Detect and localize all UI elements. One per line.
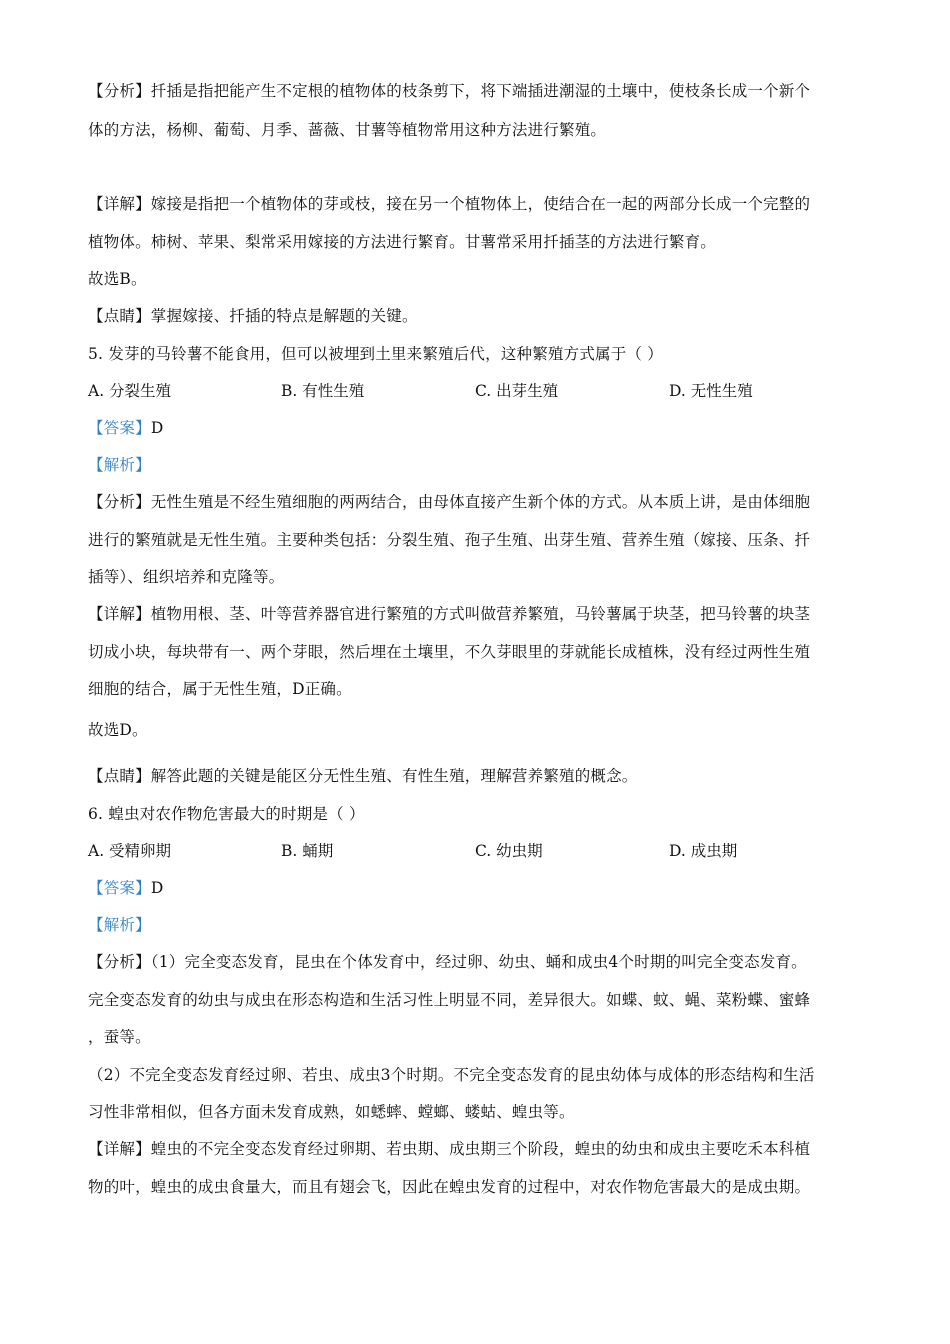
q5-answer-row <box>88 417 163 439</box>
answer-value: D <box>150 419 164 437</box>
q5-tip: 【点睛】解答此题的关键是能区分无性生殖、有性生殖，理解营养繁殖的概念。 <box>88 767 638 785</box>
q5-detail-line-3: 细胞的结合，属于无性生殖，D正确。 <box>88 680 352 698</box>
q5-detail-line-2: 切成小块，每块带有一、两个芽眼，然后埋在土壤里，不久芽眼里的芽就能长成植株，没有经过两性生殖 <box>88 643 811 661</box>
q5-analysis-line-3: 插等）、组织培养和克隆等。 <box>88 568 285 586</box>
q6-question: 6. 蝗虫对农作物危害最大的时期是（ ） <box>88 805 365 823</box>
q5-detail-line-1: 【详解】植物用根、茎、叶等营养器官进行繁殖的方式叫做营养繁殖，马铃薯属于块茎，把马铃薯的块茎 <box>88 605 811 623</box>
q4-tip: 【点睛】掌握嫁接、扦插的特点是解题的关键。 <box>88 307 418 325</box>
q6-option-d: D. 成虫期 <box>669 842 738 860</box>
q5-question: 5. 发芽的马铃薯不能食用，但可以被埋到土里来繁殖后代，这种繁殖方式属于（ ） <box>88 345 663 363</box>
q4-analysis-line-1: 【分析】扦插是指把能产生不定根的植物体的枝条剪下，将下端插进潮湿的土壤中，使枝条长成一个新个 <box>88 82 811 100</box>
q6-option-a: A. 受精卵期 <box>88 842 172 860</box>
q6-analysis-line-1: 【分析】（1）完全变态发育，昆虫在个体发育中，经过卵、幼虫、蛹和成虫4个时期的叫完全变态发育。 <box>88 953 807 971</box>
q5-option-c: C. 出芽生殖 <box>475 382 559 400</box>
q6-analysis-line-3: ，蚕等。 <box>88 1028 151 1046</box>
q6-answer-row <box>88 877 163 899</box>
q5-option-a: A. 分裂生殖 <box>88 382 172 400</box>
q6-detail-line-2: 物的叶，蝗虫的成虫食量大，而且有翅会飞，因此在蝗虫发育的过程中，对农作物危害最大的是成虫期。 <box>88 1178 811 1196</box>
q6-option-c: C. 幼虫期 <box>475 842 543 860</box>
q5-choose: 故选D。 <box>88 721 148 739</box>
q4-analysis-line-2: 体的方法，杨柳、葡萄、月季、蔷薇、甘薯等植物常用这种方法进行繁殖。 <box>88 121 607 139</box>
answer-value: D <box>150 879 164 897</box>
q6-analysis-line-2: 完全变态发育的幼虫与成虫在形态构造和生活习性上明显不同，差异很大。如蝶、蚊、蝇、菜粉蝶、蜜蜂 <box>88 991 811 1009</box>
q5-option-b: B. 有性生殖 <box>281 382 365 400</box>
q4-choose: 故选B。 <box>88 270 147 288</box>
q6-analysis-line-4: （2）不完全变态发育经过卵、若虫、成虫3个时期。不完全变态发育的昆虫幼体与成体的形态结构和生活 <box>88 1066 815 1084</box>
q6-analysis-label: 【解析】 <box>88 916 151 934</box>
q5-analysis-line-2: 进行的繁殖就是无性生殖。主要种类包括：分裂生殖、孢子生殖、出芽生殖、营养生殖（嫁接、压条、扦 <box>88 531 811 549</box>
answer-label: 【答案】 <box>88 419 151 437</box>
answer-label: 【答案】 <box>88 879 151 897</box>
q5-analysis-label: 【解析】 <box>88 456 151 474</box>
q6-analysis-line-5: 习性非常相似，但各方面未发育成熟，如蟋蟀、螳螂、蝼蛄、蝗虫等。 <box>88 1103 575 1121</box>
q6-option-b: B. 蛹期 <box>281 842 334 860</box>
q5-option-d: D. 无性生殖 <box>669 382 753 400</box>
q5-analysis-line-1: 【分析】无性生殖是不经生殖细胞的两两结合，由母体直接产生新个体的方式。从本质上讲，是由体细胞 <box>88 493 811 511</box>
q4-detail-line-1: 【详解】嫁接是指把一个植物体的芽或枝，接在另一个植物体上，使结合在一起的两部分长成一个完整的 <box>88 195 811 213</box>
q4-detail-line-2: 植物体。柿树、苹果、梨常采用嫁接的方法进行繁育。甘薯常采用扦插茎的方法进行繁育。 <box>88 233 717 251</box>
q6-detail-line-1: 【详解】蝗虫的不完全变态发育经过卵期、若虫期、成虫期三个阶段，蝗虫的幼虫和成虫主要吃禾本科植 <box>88 1140 811 1158</box>
